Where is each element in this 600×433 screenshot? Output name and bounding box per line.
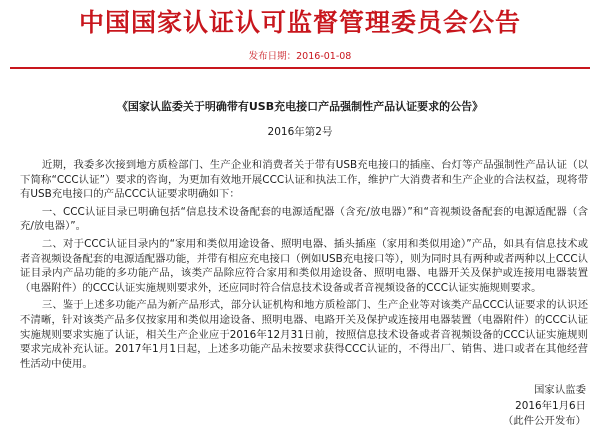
- paragraph-item-1: 一、CCC认证目录已明确包括“信息技术设备配套的电源适配器（含充/放电器）”和“音视频设备配套的电源适配器（含充/放电器）”。: [20, 205, 588, 233]
- document-body: [20, 158, 588, 374]
- signature-org: 国家认监委: [534, 384, 586, 396]
- signature-date: 2016年1月6日: [515, 399, 586, 412]
- publish-date: 发布日期：2016-01-08: [248, 51, 352, 62]
- paragraph-item-2: 二、对于CCC认证目录内的“家用和类似用途设备、照明电器、插头插座（家用和类似用途）”产品，如具有信息技术或者音视频设备配套的电源适配器功能，并带有相应充电接口（例如USB充电接口等），则为同时具有两种或者两种以上CCC认证目录内产品功能的多功能产品，该类产品除应符合家用和类似用途设备、照明电器、电器开关及保护或连接用电器装置（电器附件）的CCC认证实施规则要求外，还应同时符合信息技术设备或者音视频设备的CCC认证实施规则要求。: [20, 237, 588, 294]
- paragraph-item-3: 三、鉴于上述多功能产品为新产品形式，部分认证机构和地方质检部门、生产企业等对该类产品CCC认证要求的认识还不清晰，针对该类产品多仅按家用和类似用途设备、照明电器、电路开关及保护或连接用电器装置（电器附件）的CCC认证实施规则要求实施了认证，相关生产企业应于2016年12月31日前，按照信息技术设备或者音视频设备的CCC认证实施规则要求完成补充认证。2017年1月1日起，上述多功能产品未按要求获得CCC认证的，不得出厂、销售、进口或者在其他经营性活动中使用。: [20, 299, 588, 370]
- paragraph-intro: 近期，我委多次接到地方质检部门、生产企业和消费者关于带有USB充电接口的插座、台灯等产品强制性产品认证（以下简称“CCC认证”）要求的咨询，为更加有效地开展CCC认证和执法工作，维护广大消费者和生产企业的合法权益，现将带有USB充电接口的产品CCC认证要求明确如下：: [20, 159, 588, 201]
- document-heading: 《国家认监委关于明确带有USB充电接口产品强制性产品认证要求的公告》: [116, 100, 484, 113]
- signature-block: [503, 383, 586, 430]
- page-title: 中国国家认证认可监督管理委员会公告: [78, 8, 521, 37]
- document-number: 2016年第2号: [267, 126, 333, 138]
- title-divider: [10, 67, 590, 69]
- publication-note: （此件公开发布）: [502, 415, 586, 427]
